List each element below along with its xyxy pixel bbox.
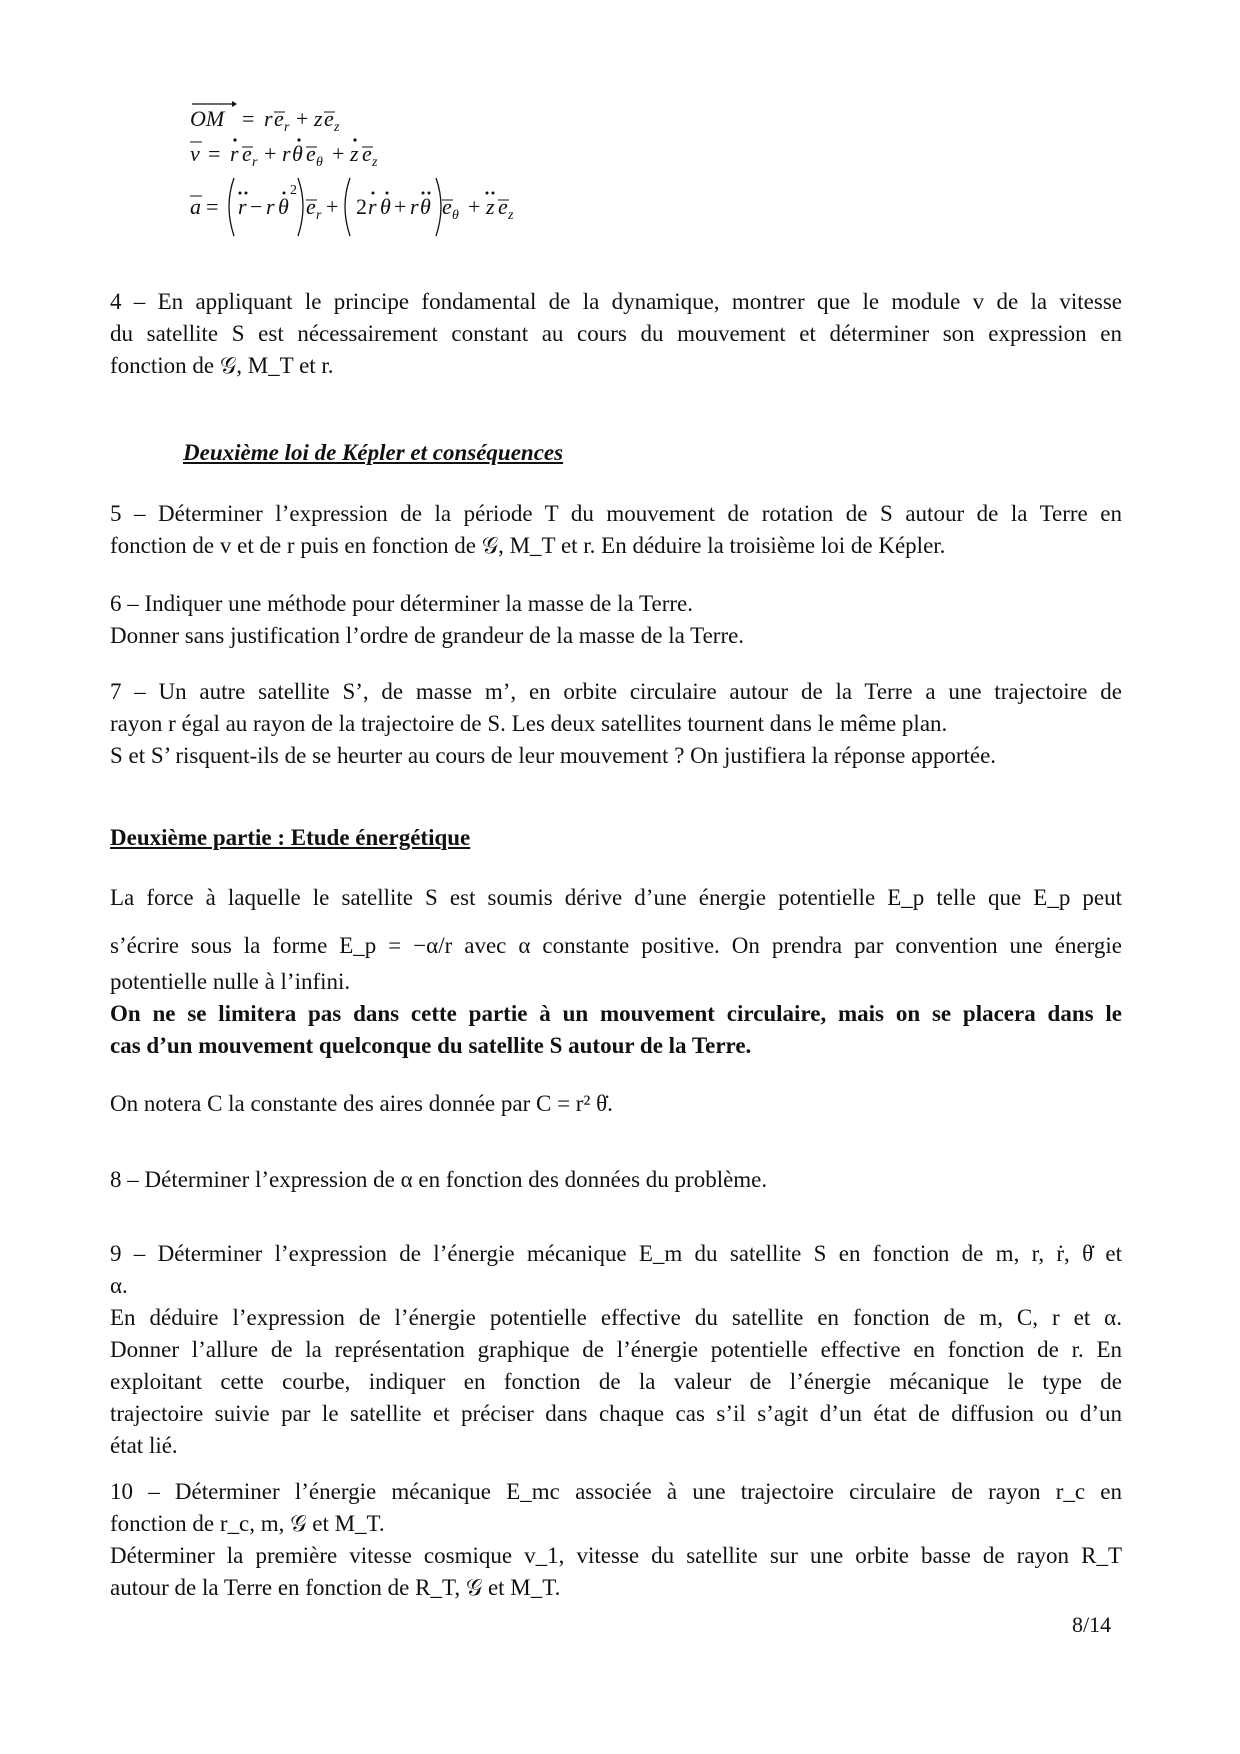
- svg-text:e: e: [324, 106, 334, 131]
- svg-text:r: r: [368, 194, 377, 219]
- svg-text:+: +: [296, 106, 309, 131]
- svg-text:=: =: [208, 141, 221, 166]
- svg-text:r: r: [284, 120, 290, 135]
- svg-text:r: r: [238, 194, 247, 219]
- intro-line-1: La force à laquelle le satellite S est soumis dérive d’une énergie potentielle E_p telle que E_p peut: [110, 885, 1122, 910]
- svg-text:+: +: [394, 194, 407, 219]
- svg-text:e: e: [306, 141, 316, 166]
- q7-line-3: S et S’ risquent-ils de se heurter au cours de leur mouvement ? On justifiera la réponse apportée.: [110, 743, 997, 768]
- svg-text:z: z: [486, 194, 495, 219]
- intro-bold-2: cas d’un mouvement quelconque du satellite S autour de la Terre.: [110, 1033, 752, 1058]
- svg-text:e: e: [362, 141, 372, 166]
- q7-line-1: 7 – Un autre satellite S’, de masse m’, en orbite circulaire autour de la Terre a une trajectoire de: [110, 679, 1122, 704]
- svg-text:+: +: [326, 194, 339, 219]
- question-6: [110, 588, 1122, 652]
- q9-line-4: Donner l’allure de la représentation graphique de l’énergie potentielle effective en fonction de r. En: [110, 1337, 1122, 1362]
- svg-text:θ: θ: [380, 194, 391, 219]
- svg-text:z: z: [350, 141, 359, 166]
- intro-bold-1: On ne se limitera pas dans cette partie à un mouvement circulaire, mais on se placera dans le: [110, 1001, 1122, 1026]
- question-8: [110, 1164, 1122, 1196]
- svg-text:v: v: [190, 141, 200, 166]
- q10-line-1: 10 – Déterminer l’énergie mécanique E_mc associée à une trajectoire circulaire de rayon r_c en: [110, 1479, 1122, 1504]
- svg-text:e: e: [306, 194, 316, 219]
- q6-line-1: 6 – Indiquer une méthode pour déterminer la masse de la Terre.: [110, 591, 693, 616]
- svg-text:r: r: [410, 194, 419, 219]
- q8-line-1: 8 – Déterminer l’expression de α en fonction des données du problème.: [110, 1167, 768, 1192]
- svg-text:θ: θ: [316, 155, 323, 170]
- section-heading-energy: Deuxième partie : Etude énergétique: [110, 825, 471, 850]
- svg-text:z: z: [508, 208, 514, 223]
- svg-text:=: =: [242, 106, 255, 131]
- q9-line-3: En déduire l’expression de l’énergie potentielle effective du satellite en fonction de m, C, r et α.: [110, 1305, 1122, 1330]
- svg-text:e: e: [498, 194, 508, 219]
- question-7: [110, 676, 1122, 772]
- svg-text:+: +: [332, 141, 345, 166]
- energy-intro: [110, 882, 1122, 1120]
- q7-line-2: rayon r égal au rayon de la trajectoire de S. Les deux satellites tournent dans le même plan.: [110, 711, 948, 736]
- svg-text:a: a: [190, 194, 201, 219]
- svg-text:θ: θ: [292, 141, 303, 166]
- intro-aires: On notera C la constante des aires donnée par C = r² θ̇.: [110, 1091, 613, 1116]
- svg-text:r: r: [282, 141, 291, 166]
- q4-line-3: fonction de 𝒢, M_T et r.: [110, 353, 334, 378]
- q9-line-7: état lié.: [110, 1433, 178, 1458]
- question-4: [110, 286, 1122, 382]
- svg-text:r: r: [266, 194, 275, 219]
- q9-line-2: α.: [110, 1273, 128, 1298]
- svg-text:z: z: [372, 155, 378, 170]
- svg-text:=: =: [206, 194, 219, 219]
- svg-text:r: r: [264, 106, 273, 131]
- svg-text:θ: θ: [452, 208, 459, 223]
- svg-text:r: r: [252, 155, 258, 170]
- svg-text:θ: θ: [420, 194, 431, 219]
- q9-line-5: exploitant cette courbe, indiquer en fonction de la valeur de l’énergie mécanique le type de: [110, 1369, 1122, 1394]
- equations-svg: [190, 96, 610, 256]
- svg-text:OM: OM: [190, 106, 225, 131]
- equation-velocity: [190, 138, 378, 170]
- q10-line-4: autour de la Terre en fonction de R_T, 𝒢 et M_T.: [110, 1575, 561, 1600]
- equation-om: [190, 101, 340, 135]
- svg-text:z: z: [334, 120, 340, 135]
- svg-text:−: −: [250, 194, 263, 219]
- intro-line-3: potentielle nulle à l’infini.: [110, 969, 351, 994]
- svg-text:z: z: [314, 106, 323, 131]
- svg-text:e: e: [242, 141, 252, 166]
- q9-line-6: trajectoire suivie par le satellite et préciser dans chaque cas s’il s’agit d’un état de diffusion ou d’un: [110, 1401, 1122, 1426]
- q6-line-2: Donner sans justification l’ordre de grandeur de la masse de la Terre.: [110, 623, 745, 648]
- svg-text:2: 2: [290, 183, 297, 198]
- q5-line-2: fonction de v et de r puis en fonction de 𝒢, M_T et r. En déduire la troisième loi de Képler.: [110, 533, 946, 558]
- svg-text:r: r: [316, 208, 322, 223]
- svg-text:e: e: [274, 106, 284, 131]
- question-10: [110, 1476, 1122, 1604]
- svg-text:2: 2: [356, 194, 367, 219]
- q10-line-3: Déterminer la première vitesse cosmique v_1, vitesse du satellite sur une orbite basse de rayon R_T: [110, 1543, 1122, 1568]
- intro-line-2: s’écrire sous la forme E_p = −α/r avec α constante positive. On prendra par convention une énergie: [110, 933, 1122, 958]
- question-5: [110, 498, 1122, 562]
- equation-acceleration: [190, 178, 514, 236]
- svg-text:θ: θ: [278, 194, 289, 219]
- question-9: [110, 1238, 1122, 1462]
- q4-line-2: du satellite S est nécessairement constant au cours du mouvement et déterminer son expression en: [110, 321, 1122, 346]
- svg-text:e: e: [442, 194, 452, 219]
- q10-line-2: fonction de r_c, m, 𝒢 et M_T.: [110, 1511, 385, 1536]
- section-heading-kepler: Deuxième loi de Képler et conséquences: [183, 440, 564, 465]
- page-number: 8/14: [1072, 1612, 1112, 1637]
- q5-line-1: 5 – Déterminer l’expression de la période T du mouvement de rotation de S autour de la Terre en: [110, 501, 1122, 526]
- svg-text:+: +: [468, 194, 481, 219]
- kinematics-equations: [190, 96, 690, 256]
- svg-text:+: +: [264, 141, 277, 166]
- svg-text:r: r: [230, 141, 239, 166]
- q4-line-1: 4 – En appliquant le principe fondamental de la dynamique, montrer que le module v de la vitesse: [110, 289, 1122, 314]
- q9-line-1: 9 – Déterminer l’expression de l’énergie mécanique E_m du satellite S en fonction de m, r, ṙ, θ̇ et: [110, 1241, 1122, 1266]
